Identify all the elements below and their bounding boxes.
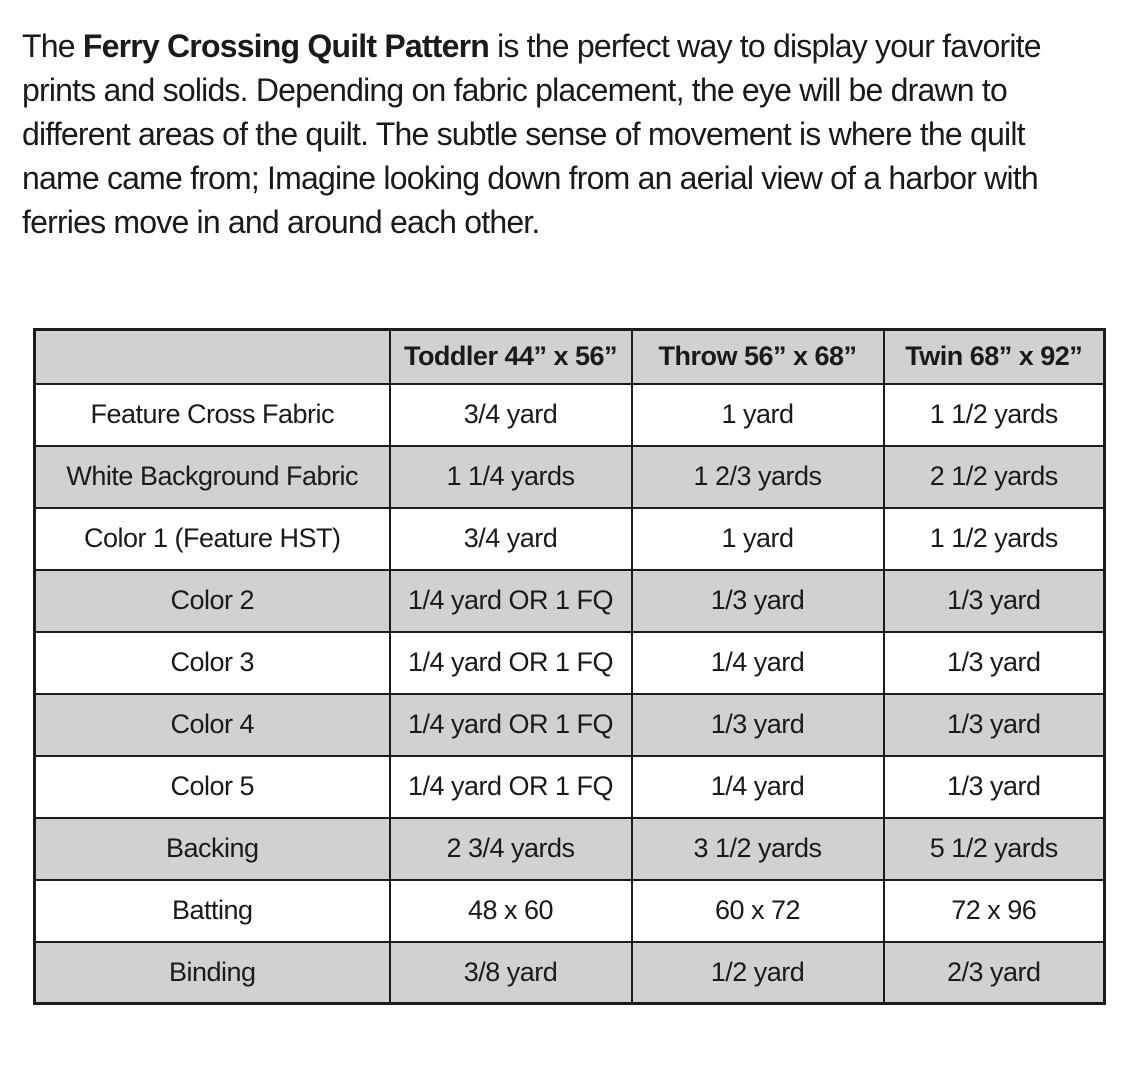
table-row [35,570,1105,632]
value-cell: 1/3 yard [884,570,1105,632]
value-cell: 1 1/4 yards [390,446,632,508]
value-cell: 1/2 yard [632,942,884,1004]
value-cell: 1/3 yard [632,694,884,756]
corner-header-cell [35,330,390,384]
row-label-cell: Color 5 [35,756,390,818]
value-cell: 1 1/2 yards [884,384,1105,446]
size-column-header: Twin 68” x 92” [884,330,1105,384]
value-cell: 3/4 yard [390,508,632,570]
intro-paragraph [22,24,1108,244]
value-cell: 72 x 96 [884,880,1105,942]
value-cell: 2 1/2 yards [884,446,1105,508]
row-label-cell: Color 4 [35,694,390,756]
table-row [35,384,1105,446]
value-cell: 1 2/3 yards [632,446,884,508]
value-cell: 1 yard [632,384,884,446]
table-row [35,756,1105,818]
value-cell: 1/4 yard [632,632,884,694]
intro-text-prefix: The [22,28,83,64]
value-cell: 1/4 yard OR 1 FQ [390,756,632,818]
value-cell: 1/3 yard [884,756,1105,818]
table-row [35,880,1105,942]
fabric-requirements-table [33,328,1106,1005]
value-cell: 1/4 yard OR 1 FQ [390,694,632,756]
intro-text-rest: is the perfect way to display your favorite prints and solids. Depending on fabric placement, the eye will be drawn to different areas of the quilt. The subtle sense of movement is where the quilt name came from; Imagine looking down from an aerial view of a harbor with ferries move in and around each other. [22,28,1041,240]
pattern-name: Ferry Crossing Quilt Pattern [82,28,489,64]
row-label-cell: White Background Fabric [35,446,390,508]
row-label-cell: Color 3 [35,632,390,694]
value-cell: 2 3/4 yards [390,818,632,880]
table-row [35,942,1105,1004]
row-label-cell: Binding [35,942,390,1004]
row-label-cell: Color 2 [35,570,390,632]
value-cell: 3/8 yard [390,942,632,1004]
value-cell: 5 1/2 yards [884,818,1105,880]
size-column-header: Toddler 44” x 56” [390,330,632,384]
header-row [35,330,1105,384]
value-cell: 1 yard [632,508,884,570]
row-label-cell: Batting [35,880,390,942]
value-cell: 48 x 60 [390,880,632,942]
value-cell: 1/3 yard [632,570,884,632]
table-header [35,330,1105,384]
value-cell: 60 x 72 [632,880,884,942]
row-label-cell: Backing [35,818,390,880]
table-row [35,632,1105,694]
table-row [35,446,1105,508]
value-cell: 2/3 yard [884,942,1105,1004]
value-cell: 1/4 yard OR 1 FQ [390,570,632,632]
table-row [35,818,1105,880]
row-label-cell: Color 1 (Feature HST) [35,508,390,570]
table-body [35,384,1105,1004]
table-row [35,694,1105,756]
value-cell: 1/4 yard [632,756,884,818]
value-cell: 1/3 yard [884,632,1105,694]
size-column-header: Throw 56” x 68” [632,330,884,384]
table-row [35,508,1105,570]
value-cell: 1/3 yard [884,694,1105,756]
value-cell: 3 1/2 yards [632,818,884,880]
value-cell: 1 1/2 yards [884,508,1105,570]
value-cell: 3/4 yard [390,384,632,446]
value-cell: 1/4 yard OR 1 FQ [390,632,632,694]
row-label-cell: Feature Cross Fabric [35,384,390,446]
